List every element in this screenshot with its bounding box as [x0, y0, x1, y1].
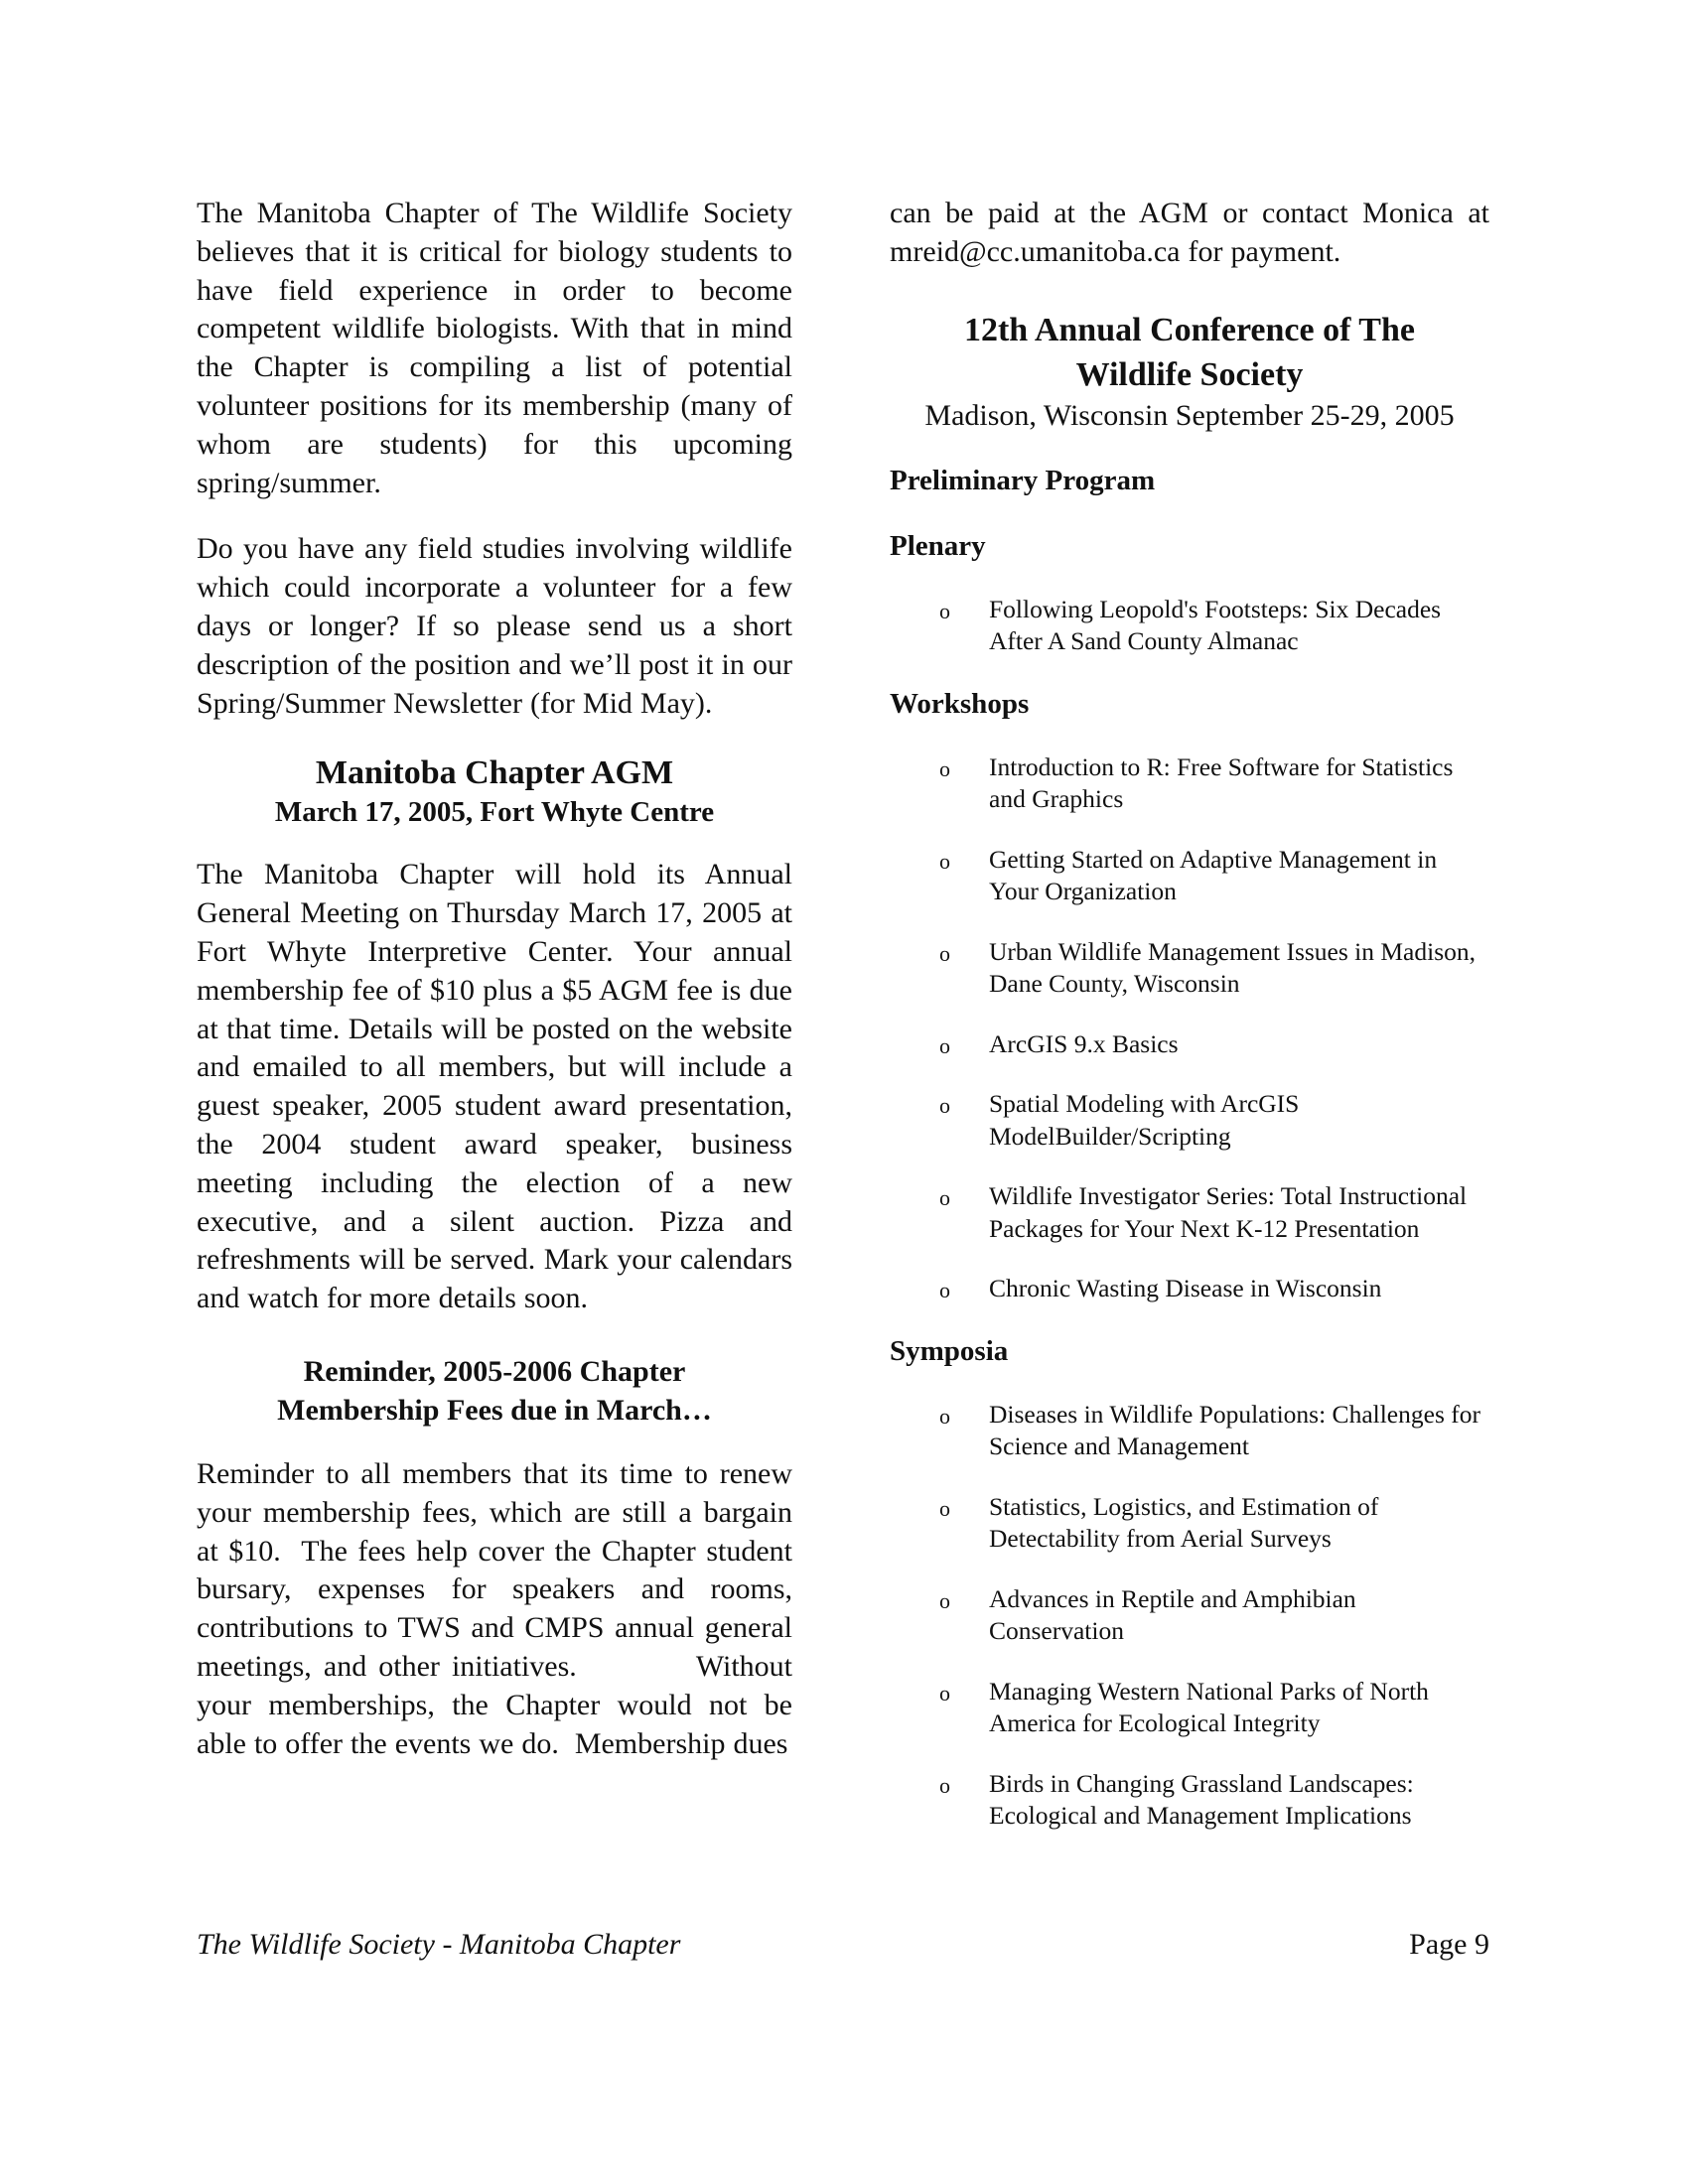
intro-paragraph-1: The Manitoba Chapter of The Wildlife Society believes that it is critical for biology students to have field experience in order to become competent wildlife biologists. With that in mind the Chapter is compiling a list of potential volunteer positions for its membership (many of whom are students) for this upcoming spring/summer. [197, 197, 792, 499]
list-item [890, 1088, 1489, 1153]
section-heading-plenary: Plenary [890, 529, 986, 562]
list-item [890, 1028, 1489, 1061]
bullet-icon: o [939, 755, 950, 781]
conference-title-line-1: 12th Annual Conference of The [963, 311, 1415, 348]
intro-paragraph-2: Do you have any field studies involving wildlife which could incorporate a volunteer for a few days or longer? If so please send us a short description of the position and we’ll post it in our Spring/Summer Newsletter (for Mid May). [197, 532, 792, 720]
continuation-paragraph: can be paid at the AGM or contact Monica at mreid@cc.umanitoba.ca for payment. [890, 197, 1489, 268]
list-item [890, 594, 1489, 658]
list-item [890, 1491, 1489, 1556]
section-heading-workshops: Workshops [890, 687, 1030, 720]
bullet-icon: o [939, 1680, 950, 1706]
bullet-icon: o [939, 940, 950, 966]
conference-title [890, 308, 1489, 397]
list-item-text: Diseases in Wildlife Populations: Challenges for Science and Management [989, 1399, 1480, 1461]
reminder-title [197, 1352, 792, 1430]
list-item [890, 1676, 1489, 1740]
bullet-icon: o [939, 1032, 950, 1058]
bullet-icon: o [939, 1587, 950, 1613]
agm-title: Manitoba Chapter AGM [315, 754, 674, 792]
list-item-text: Chronic Wasting Disease in Wisconsin [989, 1274, 1382, 1303]
list-item-text: Spatial Modeling with ArcGIS ModelBuilder/Scripting [989, 1089, 1300, 1151]
reminder-title-line-1: Reminder, 2005-2006 Chapter [303, 1354, 686, 1388]
bullet-icon: o [939, 598, 950, 623]
list-item [890, 1180, 1489, 1245]
list-item [890, 1583, 1489, 1648]
list-item-text: Birds in Changing Grassland Landscapes: Ecological and Management Implications [989, 1768, 1414, 1831]
list-item-text: Urban Wildlife Management Issues in Madison, Dane County, Wisconsin [989, 936, 1476, 999]
reminder-paragraph: Reminder to all members that its time to renew your membership fees, which are still a bargain at $10. The fees help cover the Chapter student bursary, expenses for speakers and rooms, contributions to TWS and CMPS annual general meetings, and other initiatives. Without your memberships, the Chapter would not be able to offer the events we do. Membership dues [197, 1456, 800, 1760]
list-item-text: Following Leopold's Footsteps: Six Decades After A Sand County Almanac [989, 594, 1442, 656]
bullet-icon: o [939, 1278, 950, 1303]
reminder-title-line-2: Membership Fees due in March… [277, 1393, 712, 1427]
list-item [890, 936, 1489, 1001]
section-heading-symposia: Symposia [890, 1334, 1009, 1367]
footer-publication-name: The Wildlife Society - Manitoba Chapter [197, 1928, 681, 1961]
plenary-list [890, 594, 1489, 658]
list-item-text: Getting Started on Adaptive Management in Your Organization [989, 844, 1438, 906]
list-item-text: Advances in Reptile and Amphibian Conservation [989, 1583, 1356, 1646]
symposia-list [890, 1399, 1489, 1833]
footer-page-number: Page 9 [1409, 1928, 1489, 1961]
list-item-text: ArcGIS 9.x Basics [989, 1028, 1179, 1058]
bullet-icon: o [939, 1093, 950, 1119]
bullet-icon: o [939, 1185, 950, 1211]
list-item-text: Wildlife Investigator Series: Total Instructional Packages for Your Next K-12 Presentation [989, 1181, 1468, 1243]
list-item [890, 751, 1489, 816]
list-item-text: Introduction to R: Free Software for Statistics and Graphics [989, 751, 1454, 814]
bullet-icon: o [939, 1772, 950, 1798]
workshops-list [890, 751, 1489, 1305]
list-item-text: Managing Western National Parks of North America for Ecological Integrity [989, 1676, 1429, 1738]
bullet-icon: o [939, 1403, 950, 1429]
list-item [890, 1768, 1489, 1833]
list-item [890, 844, 1489, 908]
program-heading: Preliminary Program [890, 464, 1156, 496]
list-item [890, 1399, 1489, 1463]
left-column [197, 195, 800, 1791]
conference-title-line-2: Wildlife Society [1075, 355, 1304, 393]
right-column [890, 195, 1489, 1860]
bullet-icon: o [939, 848, 950, 874]
conference-subtitle: Madison, Wisconsin September 25-29, 2005 [924, 398, 1455, 432]
list-item-text: Statistics, Logistics, and Estimation of Detectability from Aerial Surveys [989, 1491, 1379, 1554]
agm-paragraph: The Manitoba Chapter will hold its Annual General Meeting on Thursday March 17, 2005 at Fort Whyte Interpretive Center. Your annual membership fee of $10 plus a $5 AGM fee is due at that time. Details will be posted on the website and emailed to all members, but will include a guest speaker, 2005 student award presentation, the 2004 student award speaker, business meeting including the election of a new executive, and a silent auction. Pizza and refreshments will be served. Mark your calendars and watch for more details soon. [197, 858, 792, 1315]
list-item [890, 1273, 1489, 1305]
agm-subtitle: March 17, 2005, Fort Whyte Centre [274, 796, 715, 829]
bullet-icon: o [939, 1495, 950, 1521]
